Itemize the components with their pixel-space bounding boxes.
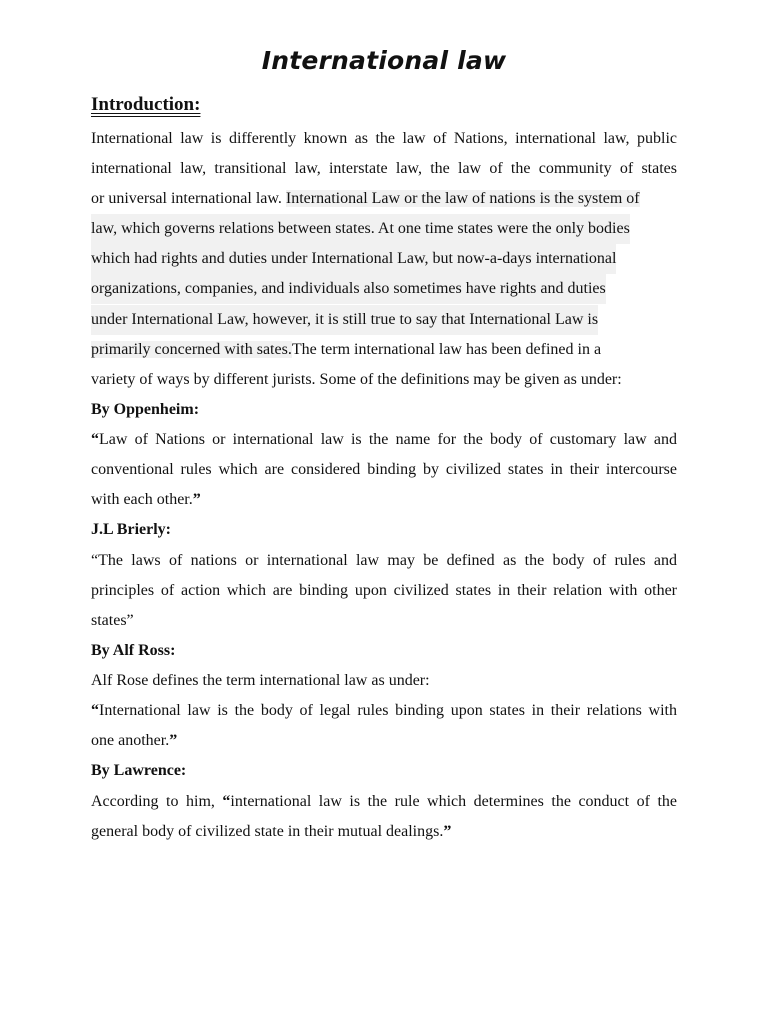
open-quote: “ (222, 793, 231, 810)
lawrence-text-1b: international law is the rule which determines the conduct of the (230, 793, 677, 810)
oppenheim-line-1 (91, 425, 677, 455)
intro-line-9: variety of ways by different jurists. Some of the definitions may be given as under: (91, 371, 622, 388)
definition-label-lawrence: By Lawrence: (91, 762, 187, 779)
brierly-line-3: states” (91, 612, 134, 629)
definition-label-oppenheim: By Oppenheim: (91, 401, 200, 418)
intro-line-1: International law is differently known as the law of Nations, international law, public (91, 130, 677, 147)
ross-text-2: International law is the body of legal rules binding upon states in their relations with (99, 702, 677, 719)
lawrence-line-1 (91, 787, 677, 817)
brierly-line-1: “The laws of nations or international law may be defined as the body of rules and (91, 552, 677, 569)
oppenheim-line-2: conventional rules which are considered binding by civilized states in their intercourse (91, 461, 677, 478)
oppenheim-line-3 (91, 485, 201, 515)
brierly-line-2: principles of action which are binding upon civilized states in their relation with other (91, 582, 677, 599)
ross-line-1: Alf Rose defines the term international law as under: (91, 672, 430, 689)
intro-line-8-text: The term international law has been defined in a (291, 341, 602, 358)
close-quote: ” (443, 823, 452, 840)
close-quote: ” (192, 491, 201, 508)
intro-line-6: organizations, companies, and individuals also sometimes have rights and duties (91, 274, 606, 304)
oppenheim-text-1: Law of Nations or international law is the name for the body of customary law and (99, 431, 677, 448)
ross-line-3 (91, 726, 177, 756)
lawrence-text-2: general body of civilized state in their mutual dealings. (91, 823, 444, 840)
section-heading-introduction: Introduction: (91, 94, 201, 115)
highlighted-text: International Law or the law of nations is the system of (285, 190, 640, 207)
lawrence-line-2 (91, 817, 451, 847)
open-quote: “ (91, 702, 99, 719)
ross-text-3: one another. (91, 732, 170, 749)
intro-line-4: law, which governs relations between states. At one time states were the only bodies (91, 214, 630, 244)
intro-line-8 (91, 335, 601, 365)
close-quote: ” (169, 732, 178, 749)
definition-label-brierly: J.L Brierly: (91, 521, 171, 538)
intro-line-3 (91, 184, 640, 214)
definition-label-ross: By Alf Ross: (91, 642, 176, 659)
ross-line-2 (91, 696, 677, 726)
intro-line-2: international law, transitional law, interstate law, the law of the community of states (91, 160, 677, 177)
lawrence-text-1a: According to him, (91, 793, 223, 810)
document-title: International law (261, 46, 507, 75)
highlighted-text: primarily concerned with sates. (91, 341, 292, 358)
open-quote: “ (91, 431, 99, 448)
intro-line-5: which had rights and duties under International Law, but now-a-days international (91, 244, 616, 274)
intro-line-7: under International Law, however, it is still true to say that International Law is (91, 305, 598, 335)
intro-line-3-text: or universal international law. (91, 190, 286, 207)
oppenheim-text-3: with each other. (91, 491, 193, 508)
